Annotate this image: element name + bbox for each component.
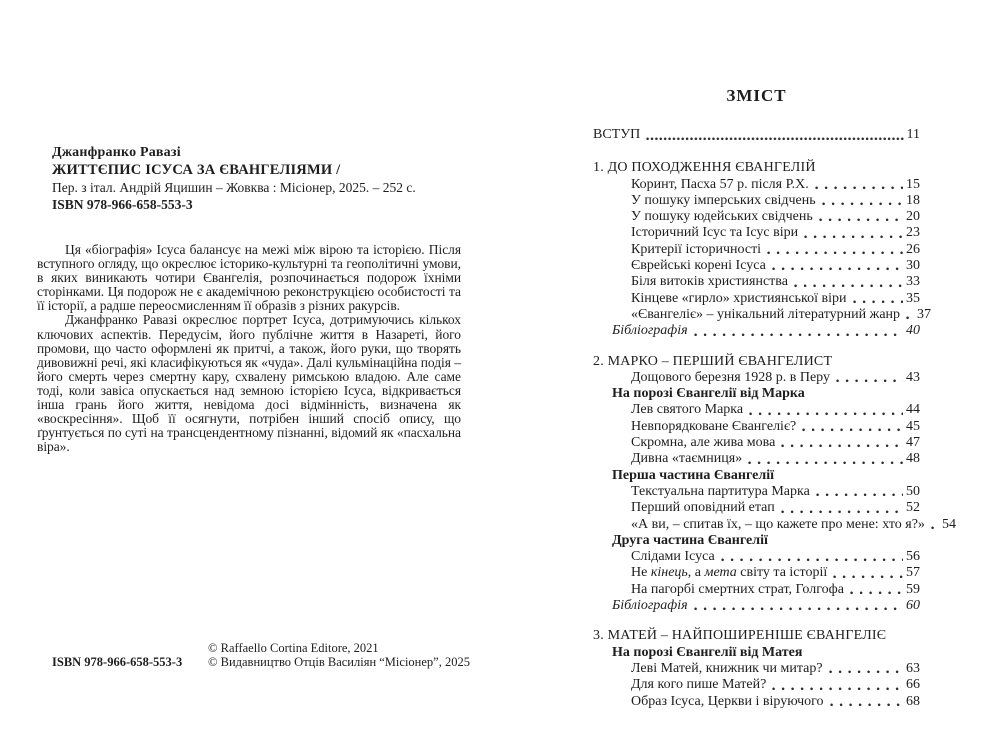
cip-title-line: ЖИТТЄПИС ІСУСА ЗА ЄВАНГЕЛІЯМИ /: [52, 162, 341, 178]
toc-dot-leader: [819, 218, 903, 222]
toc-section: [593, 353, 956, 615]
toc-entry: [593, 484, 920, 500]
toc-entry: [593, 451, 920, 467]
toc-dot-leader: [804, 235, 903, 239]
toc-item-label: Біля витоків християнства: [631, 274, 788, 290]
toc-dot-leader: [767, 251, 903, 255]
toc-entry: [593, 677, 920, 693]
toc-page-number: 66: [906, 677, 920, 693]
toc-page-number: 48: [906, 451, 920, 467]
toc-entry: [593, 370, 920, 386]
toc-page-number: 37: [917, 306, 932, 322]
toc-page-number: 40: [906, 323, 920, 339]
toc-item-label: Для кого пише Матей?: [631, 677, 767, 693]
toc-dot-leader: [802, 428, 903, 432]
toc-item-label: Історичний Ісус та Ісус віри: [631, 225, 799, 241]
toc-dot-leader: [816, 493, 903, 497]
toc-dot-leader: [906, 316, 914, 320]
toc-item-label: На порозі Євангелії від Матея: [612, 644, 803, 660]
toc-item-label: Образ Ісуса, Церкви і віруючого: [631, 693, 824, 709]
toc-item-label: Текстуальна партитура Марка: [631, 483, 810, 499]
toc-subheading: [593, 386, 920, 402]
toc-item-label: Невпорядковане Євангеліє?: [631, 418, 797, 434]
cip-block: [52, 144, 462, 213]
toc-section-heading: 3. МАТЕЙ – НАЙПОШИРЕНІШЕ ЄВАНГЕЛІЄ: [593, 628, 887, 644]
toc-item-label: Лев святого Марка: [631, 402, 744, 418]
toc-page-number: 33: [906, 274, 920, 290]
toc-item-label: Бібліографія: [612, 323, 688, 339]
toc-entry: [593, 193, 920, 209]
toc-dot-leader: [748, 461, 903, 465]
toc-page-number: 20: [906, 209, 920, 225]
toc-entry: [593, 500, 920, 516]
toc-page-number: 54: [941, 516, 956, 532]
toc-page-number: 35: [906, 290, 920, 306]
toc-dot-leader: [694, 333, 903, 337]
toc-page-number: 50: [906, 483, 920, 499]
toc-page-number: 68: [906, 693, 920, 709]
toc-entry: [593, 694, 920, 710]
toc-page-number: 52: [906, 500, 920, 516]
toc-dot-leader: [822, 202, 903, 206]
toc-dot-leader: [794, 284, 903, 288]
toc-entry: [593, 549, 920, 565]
toc-item-label: Коринт, Пасха 57 р. після Р.Х.: [631, 176, 809, 192]
toc-dot-leader: [829, 670, 903, 674]
toc-subheading: [593, 533, 920, 549]
toc-dot-leader: [815, 186, 903, 190]
toc-item-label: Єврейські корені Ісуса: [631, 258, 766, 274]
toc-page-number: 11: [906, 127, 920, 142]
toc-entry: [593, 661, 920, 677]
toc-dot-leader: [749, 412, 903, 416]
toc-entry: [593, 274, 920, 290]
toc-subheading: [593, 645, 920, 661]
toc-entry: [593, 516, 956, 533]
footer-isbn: ISBN 978-966-658-553-3: [52, 655, 183, 669]
toc-item-label: Леві Матей, книжник чи митар?: [631, 660, 823, 676]
toc-item-label: У пошуку імперських свідчень: [631, 192, 816, 208]
toc-entry: [593, 565, 920, 581]
toc-entry: [593, 435, 920, 451]
toc-dot-leader: [646, 137, 903, 141]
toc-title: ЗМІСТ: [726, 86, 787, 105]
toc-section: [593, 160, 932, 339]
toc-item-label: Критерії історичності: [631, 241, 762, 257]
toc-dot-leader: [781, 510, 903, 514]
toc-item-label: Друга частина Євангелії: [612, 532, 768, 548]
toc-page-number: 47: [906, 435, 920, 451]
toc-item-label: Перший оповідний етап: [631, 500, 775, 516]
toc-subheading: [593, 468, 920, 484]
toc-item-label: Дивна «таємниця»: [631, 451, 743, 467]
toc-dot-leader: [853, 300, 903, 304]
toc-entry: [593, 306, 932, 323]
toc-dot-leader: [850, 591, 903, 595]
toc-entry: [593, 582, 920, 598]
toc-dot-leader: [772, 267, 903, 271]
toc-entry: [593, 323, 920, 339]
toc-dot-leader: [830, 703, 903, 707]
cip-imprint-line: Пер. з італ. Андрій Яцишин – Жовква : Місіонер, 2025. – 252 с.: [52, 180, 416, 195]
toc-page-number: 44: [906, 402, 920, 418]
annotation-block: [37, 243, 461, 454]
toc-dot-leader: [833, 575, 903, 579]
toc-entry: [593, 209, 920, 225]
toc-item-label: Не кінець, а мета світу та історії: [631, 565, 828, 581]
toc-section: [593, 628, 920, 709]
toc-page-number: 23: [906, 225, 920, 241]
toc-page-number: 63: [906, 660, 920, 676]
table-of-contents: [593, 86, 956, 710]
toc-entry: [593, 402, 920, 418]
toc-section-heading: 1. ДО ПОХОДЖЕННЯ ЄВАНГЕЛІЙ: [593, 160, 816, 176]
toc-page-number: 18: [906, 192, 920, 208]
toc-item-label: Кінцеве «гирло» християнської віри: [631, 290, 847, 306]
toc-entry: [593, 177, 920, 193]
toc-entry: [593, 225, 920, 241]
toc-page-number: 43: [906, 369, 920, 385]
toc-item-label: На порозі Євангелії від Марка: [612, 386, 805, 402]
toc-item-label: Дощового березня 1928 р. в Перу: [631, 369, 830, 385]
toc-dot-leader: [721, 558, 903, 562]
cip-isbn-line: ISBN 978-966-658-553-3: [52, 197, 193, 212]
toc-page-number: 56: [906, 549, 920, 565]
toc-sections: [593, 160, 956, 710]
toc-entry-vstup: [593, 127, 920, 143]
toc-page-number: 59: [906, 581, 920, 597]
toc-page-number: 45: [906, 418, 920, 434]
toc-entry: [593, 242, 920, 258]
copyright-line-1: © Raffaello Cortina Editore, 2021: [208, 641, 379, 655]
annotation-paragraph-1: Ця «біографія» Ісуса балансує на межі між вірою та історією. Після вступного огляду, що окреслює історико-культурні та геополітичні умови, в яких виникають чотири Євангелія, розпочинається подорож їхніми сторінками. Ця подорож не є академічною реконструкцією особистості та її історії, а радше переосмисленням її образів з різних ракурсів.: [37, 242, 461, 314]
toc-page-number: 57: [906, 565, 920, 581]
toc-item-label: «А ви, – спитав їх, – що кажете про мене: хто я?»: [631, 516, 925, 532]
toc-dot-leader: [836, 379, 903, 383]
toc-item-label: Перша частина Євангелії: [612, 467, 774, 483]
copyright-line-2: © Видавництво Отців Василіян “Місіонер”, 2025: [208, 654, 470, 669]
toc-item-label: Бібліографія: [612, 598, 688, 614]
toc-item-label: На пагорбі смертних страт, Голгофа: [631, 581, 844, 597]
toc-item-label: ВСТУП: [593, 127, 641, 142]
toc-section-heading: 2. МАРКО – ПЕРШИЙ ЄВАНГЕЛИСТ: [593, 353, 833, 369]
toc-item-label: Слідами Ісуса: [631, 549, 715, 565]
cip-author-line: Джанфранко Равазі: [52, 145, 181, 160]
toc-dot-leader: [772, 687, 903, 691]
annotation-paragraph-2: Джанфранко Равазі окреслює портрет Ісуса, дотримуючись кількох ключових аспектів. Передусім, його публічне життя в Назареті, його промови, що часто оформлені як притчі, а також, його руки, що творять дивовижні речі, які класифікуються як «чуда». Далі кульмінаційна подія – його смерть через смертну кару, схвалену римською владою. Але саме тоді, коли завіса опускається над земною історією Ісуса, відкривається інша грань його життя, невідома досі відмінність, визначена як «воскресіння». Щоб її осягнути, потрібен інший спосіб опису, що ґрунтується по суті на трансцендентному пізнанні, відомий як «пасхальна віра».: [37, 312, 461, 455]
toc-page-number: 30: [906, 258, 920, 274]
toc-entry: [593, 419, 920, 435]
toc-item-label: «Євангеліє» – унікальний літературний жанр: [631, 306, 901, 322]
toc-page-number: 26: [906, 241, 920, 257]
toc-page-number: 60: [906, 598, 920, 614]
toc-entry: [593, 598, 920, 614]
footer-copyright-block: [208, 642, 470, 669]
toc-entry: [593, 258, 920, 274]
toc-page-number: 15: [906, 176, 920, 192]
toc-item-label: Скромна, але жива мова: [631, 435, 776, 451]
toc-item-label: У пошуку юдейських свідчень: [631, 209, 813, 225]
toc-dot-leader: [931, 526, 939, 530]
toc-entry: [593, 291, 920, 307]
toc-dot-leader: [781, 444, 903, 448]
toc-dot-leader: [694, 607, 903, 611]
